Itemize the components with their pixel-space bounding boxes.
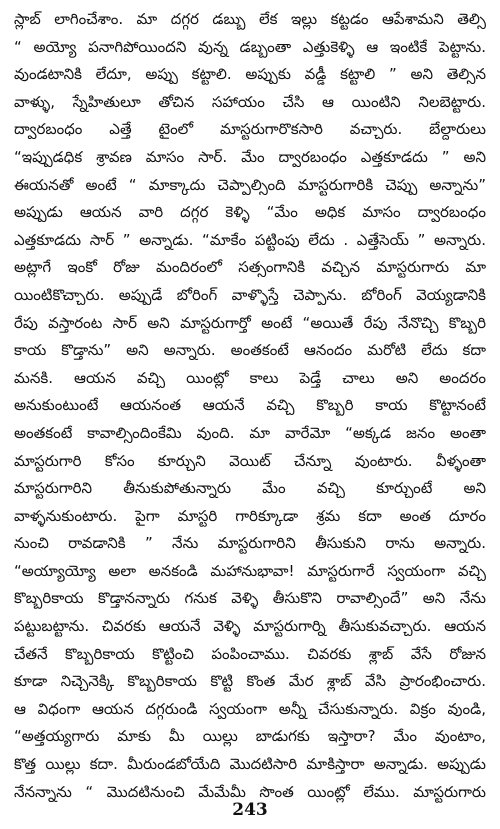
text-line-20: నుంచి రావడానికి ” నేను మాస్టరుగారిని తీసుకుని రాను అన్నారు. — [14, 534, 486, 553]
text-line-17: మాస్టరుగారి కోసం కూర్చుని వెయిట్ చేన్నూ వుంటారు. వీళ్ళంతా — [14, 451, 486, 470]
text-line-27: “అత్తయ్యగారు మాకు మీ యిల్లు బాడుగకు ఇస్తారా? మేం వుంటాం, — [14, 727, 486, 746]
text-line-13: కాయ కొడ్తాను” అని అన్నారు. అంతకంటే ఆనందం మరోటి లేదు కదా — [14, 341, 486, 360]
text-line-24: చేతనే కొబ్బరికాయ కొట్టించి పంపించాము. చివరకు శ్లాబ్ వేసే రోజున — [14, 644, 486, 663]
text-line-26: ఆ విధంగా ఆయన దగ్గరుండి స్వయంగా అన్నీ చేసుకున్నారు. విక్రం వుండి, — [14, 699, 486, 718]
text-line-6: “ఇప్పుడధిక శ్రావణ మాసం సార్. మేం ద్వారబంధం ఎత్తకూడదు ” అని — [14, 147, 486, 166]
text-line-3: వుండటానికి లేదూ, అప్పు కట్టాలి. అప్పుకు వడ్డీ కట్టాలి ” అని తెల్సిన — [14, 65, 486, 84]
text-line-16: అంతకంటే కావాల్సిందింకేమి వుంది. మా వారేమో “అక్కడ జనం అంతా — [14, 423, 486, 442]
text-line-18: మాస్టరుగారిని తీనుకుపోతున్నారు మేం వచ్చి కూర్చుంటే అని — [14, 479, 486, 498]
text-line-10: అట్లాగే ఇంకో రోజు మందిరంలో సత్సంగానికి వచ్చిన మాస్టరుగారు మా — [14, 258, 486, 277]
text-line-19: వాళ్ళనుకుంటారు. పైగా మాస్టరి గారిక్కూడా శ్రమ కదా అంత దూరం — [14, 506, 486, 525]
text-line-12: రేపు వస్తారంట సార్ అని మాస్టరుగార్తో అంటే “అయితే రేపు నేనొచ్చి కొబ్బరి — [14, 313, 486, 332]
text-line-11: యింటికొచ్చారు. అప్పుడే బోరింగ్ వాళ్ళొస్తే చెప్పాను. బోరింగ్ వెయ్యడానికి — [14, 285, 486, 304]
text-line-29: నేనన్నాను “ మొదటినుంచి మేమేమీ సొంత యింట్లో లేము. మాస్టరుగారు — [14, 782, 486, 801]
text-line-2: “ అయ్యో పనాగిపోయిందని వున్న డబ్బంతా ఎత్తుకెళ్ళి ఆ ఇంటికే పెట్టాను. — [14, 37, 486, 56]
page-number: 243 — [232, 800, 268, 820]
text-line-4: వాళ్ళు, స్నేహితులూ తోచిన సహాయం చేసి ఆ యింటిని నిలబెట్టారు. — [14, 92, 486, 111]
text-line-22: కొబ్బరికాయ కొడ్తానన్నారు గనుక వెళ్ళి తీసుకొని రావాల్సిందే” అని నేను — [14, 589, 486, 608]
text-line-5: ద్వారబంధం ఎత్తే టైంలో మాస్టరుగారొకసారి వచ్చారు. బేల్దారులు — [14, 120, 486, 139]
text-line-8: అప్పుడు ఆయన వారి దగ్గర కెళ్ళి “మేం అధిక మాసం ద్వారబంధం — [14, 203, 486, 222]
text-line-1: స్లాబ్ లాగించేశాం. మా దగ్గర డబ్బు లేక ఇల్లు కట్టడం ఆపేశామని తెల్సి — [14, 10, 486, 28]
text-line-7: ఈయనతో అంటే “ మాక్కాదు చెప్పాల్సింది మాస్టరుగారికి చెప్పు అన్నాను” — [14, 175, 486, 194]
text-line-15: అనుకుంటుంటే ఆయనంత ఆయనే వచ్చి కొబ్బరి కాయ కొట్టానంటే — [14, 396, 486, 415]
text-line-23: పట్టుబట్టాను. చివరకు ఆయనే వెళ్ళి మాస్టరుగార్ని తీసుకువచ్చారు. ఆయన — [14, 617, 486, 636]
text-line-25: కూడా నిచ్చెనెక్కి కొబ్బరికాయ కొట్టి కొంత మేర శ్లాబ్ వేసి ప్రారంభించారు. — [14, 672, 486, 691]
text-line-14: మనకి. ఆయన వచ్చి యింట్లో కాలు పెడ్తే చాలు అని అందరం — [14, 368, 486, 387]
text-line-28: కొత్త యిల్లు కదా. మీరుండబోయేది మొదటిసారి మాకిస్తారా అన్నాడు. అప్పుడు — [14, 755, 486, 774]
page-body — [14, 6, 486, 806]
text-line-9: ఎత్తకూడదు సార్ ” అన్నాడు. “మాకేం పట్టింపు లేదు . ఎత్తేసెయ్ ” అన్నారు. — [14, 230, 486, 249]
text-line-21: “అయ్యాయ్యో అలా అనకండి మహానుభావా! మాస్టరుగారే స్వయంగా వచ్చి — [14, 561, 486, 580]
